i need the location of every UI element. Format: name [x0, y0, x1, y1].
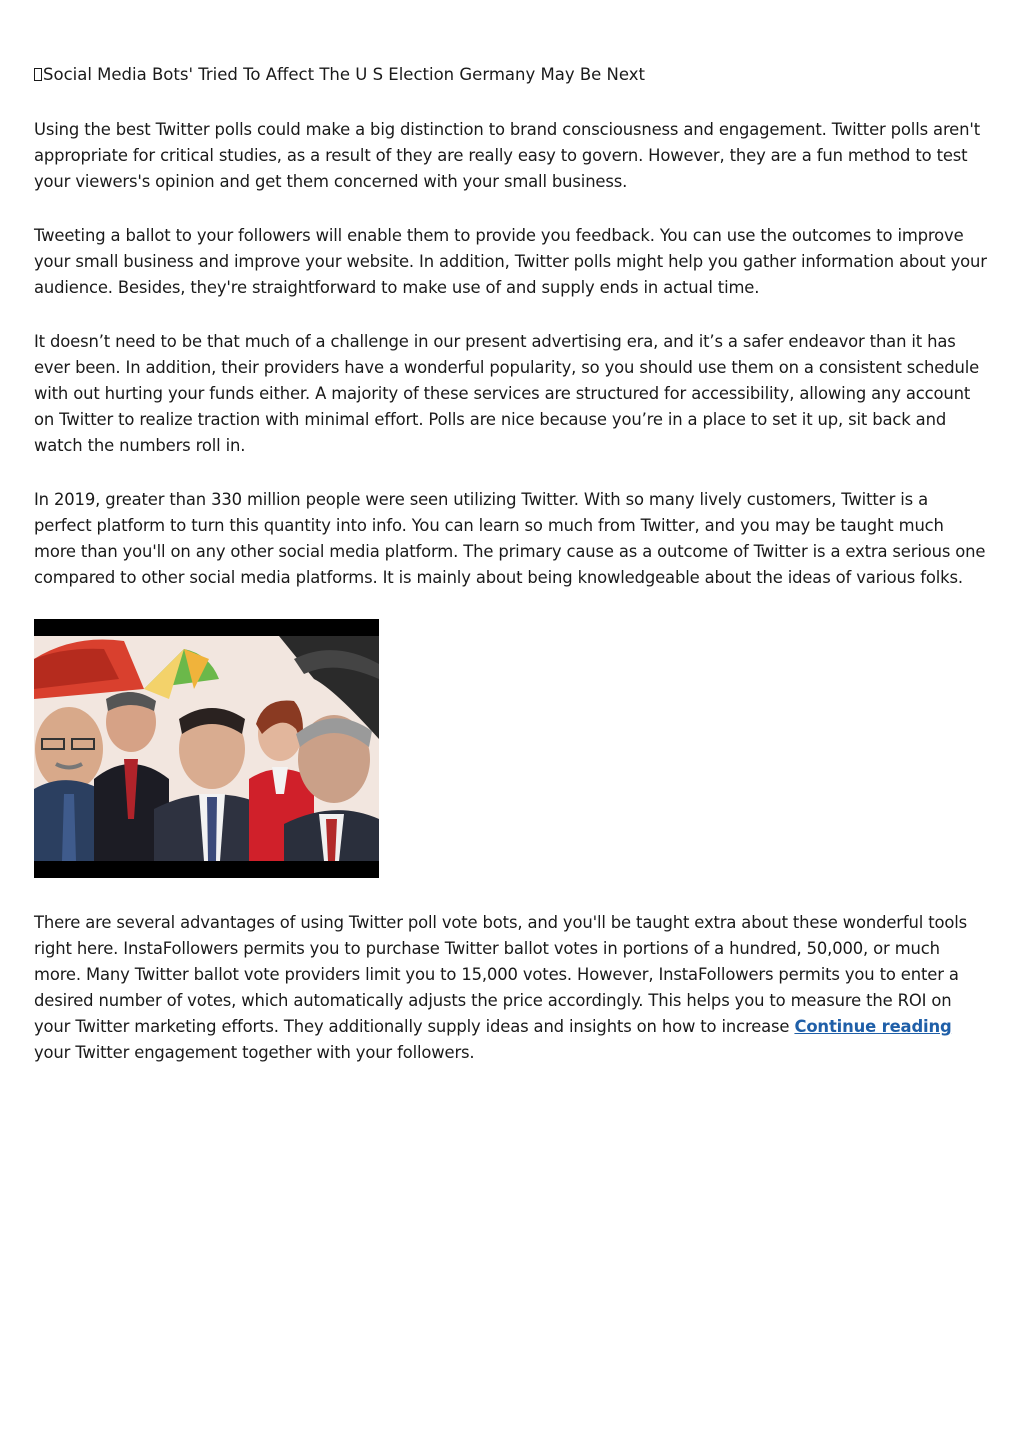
paragraph-3: It doesn’t need to be that much of a challenge in our present advertising era, and it’s a safer endeavor than it has ever been. In addition, their providers have a wonderful popularity, so you should use them on a consistent schedule with out hurting your funds either. A majority of these services are structured for accessibility, allowing any account on Twitter to realize traction with minimal effort. Polls are nice because you’re in a place to set it up, sit back and watch the numbers roll in. [34, 332, 980, 455]
paragraph-2: Tweeting a ballot to your followers will enable them to provide you feedback. You can use the outcomes to improve your small business and improve your website. In addition, Twitter polls might help you gather information about your audience. Besides, they're straightforward to make use of and supply ends in actual time. [34, 226, 987, 297]
paragraph-5 [34, 910, 990, 1066]
paragraph-5-tail: your Twitter engagement together with your followers. [34, 1043, 475, 1062]
paragraph-1: Using the best Twitter polls could make a big distinction to brand consciousness and engagement. Twitter polls aren't appropriate for critical studies, as a result of they are really easy to govern. However, they are a fun method to test your viewers's opinion and get them concerned with your small business. [34, 120, 980, 191]
continue-reading-link[interactable]: Continue reading [794, 1017, 952, 1036]
politicians-photo-illustration [34, 619, 379, 878]
missing-glyph-icon [34, 68, 42, 81]
paragraph-5-text: There are several advantages of using Twitter poll vote bots, and you'll be taught extra about these wonderful tools right here. InstaFollowers permits you to purchase Twitter ballot votes in portions of a hundred, 50,000, or much more. Many Twitter ballot vote providers limit you to 15,000 votes. However, InstaFollowers permits you to enter a desired number of votes, which automatically adjusts the price accordingly. This helps you to measure the ROI on your Twitter marketing efforts. They additionally supply ideas and insights on how to increase [34, 913, 968, 1036]
article-title [34, 62, 990, 88]
politicians-photo [34, 619, 379, 878]
article [34, 62, 990, 1094]
paragraph-4: In 2019, greater than 330 million people were seen utilizing Twitter. With so many lively customers, Twitter is a perfect platform to turn this quantity into info. You can learn so much from Twitter, and you may be taught much more than you'll on any other social media platform. The primary cause as a outcome of Twitter is a extra serious one compared to other social media platforms. It is mainly about being knowledgeable about the ideas of various folks. [34, 490, 986, 587]
article-title-text: Social Media Bots' Tried To Affect The U S Election Germany May Be Next [43, 65, 645, 84]
